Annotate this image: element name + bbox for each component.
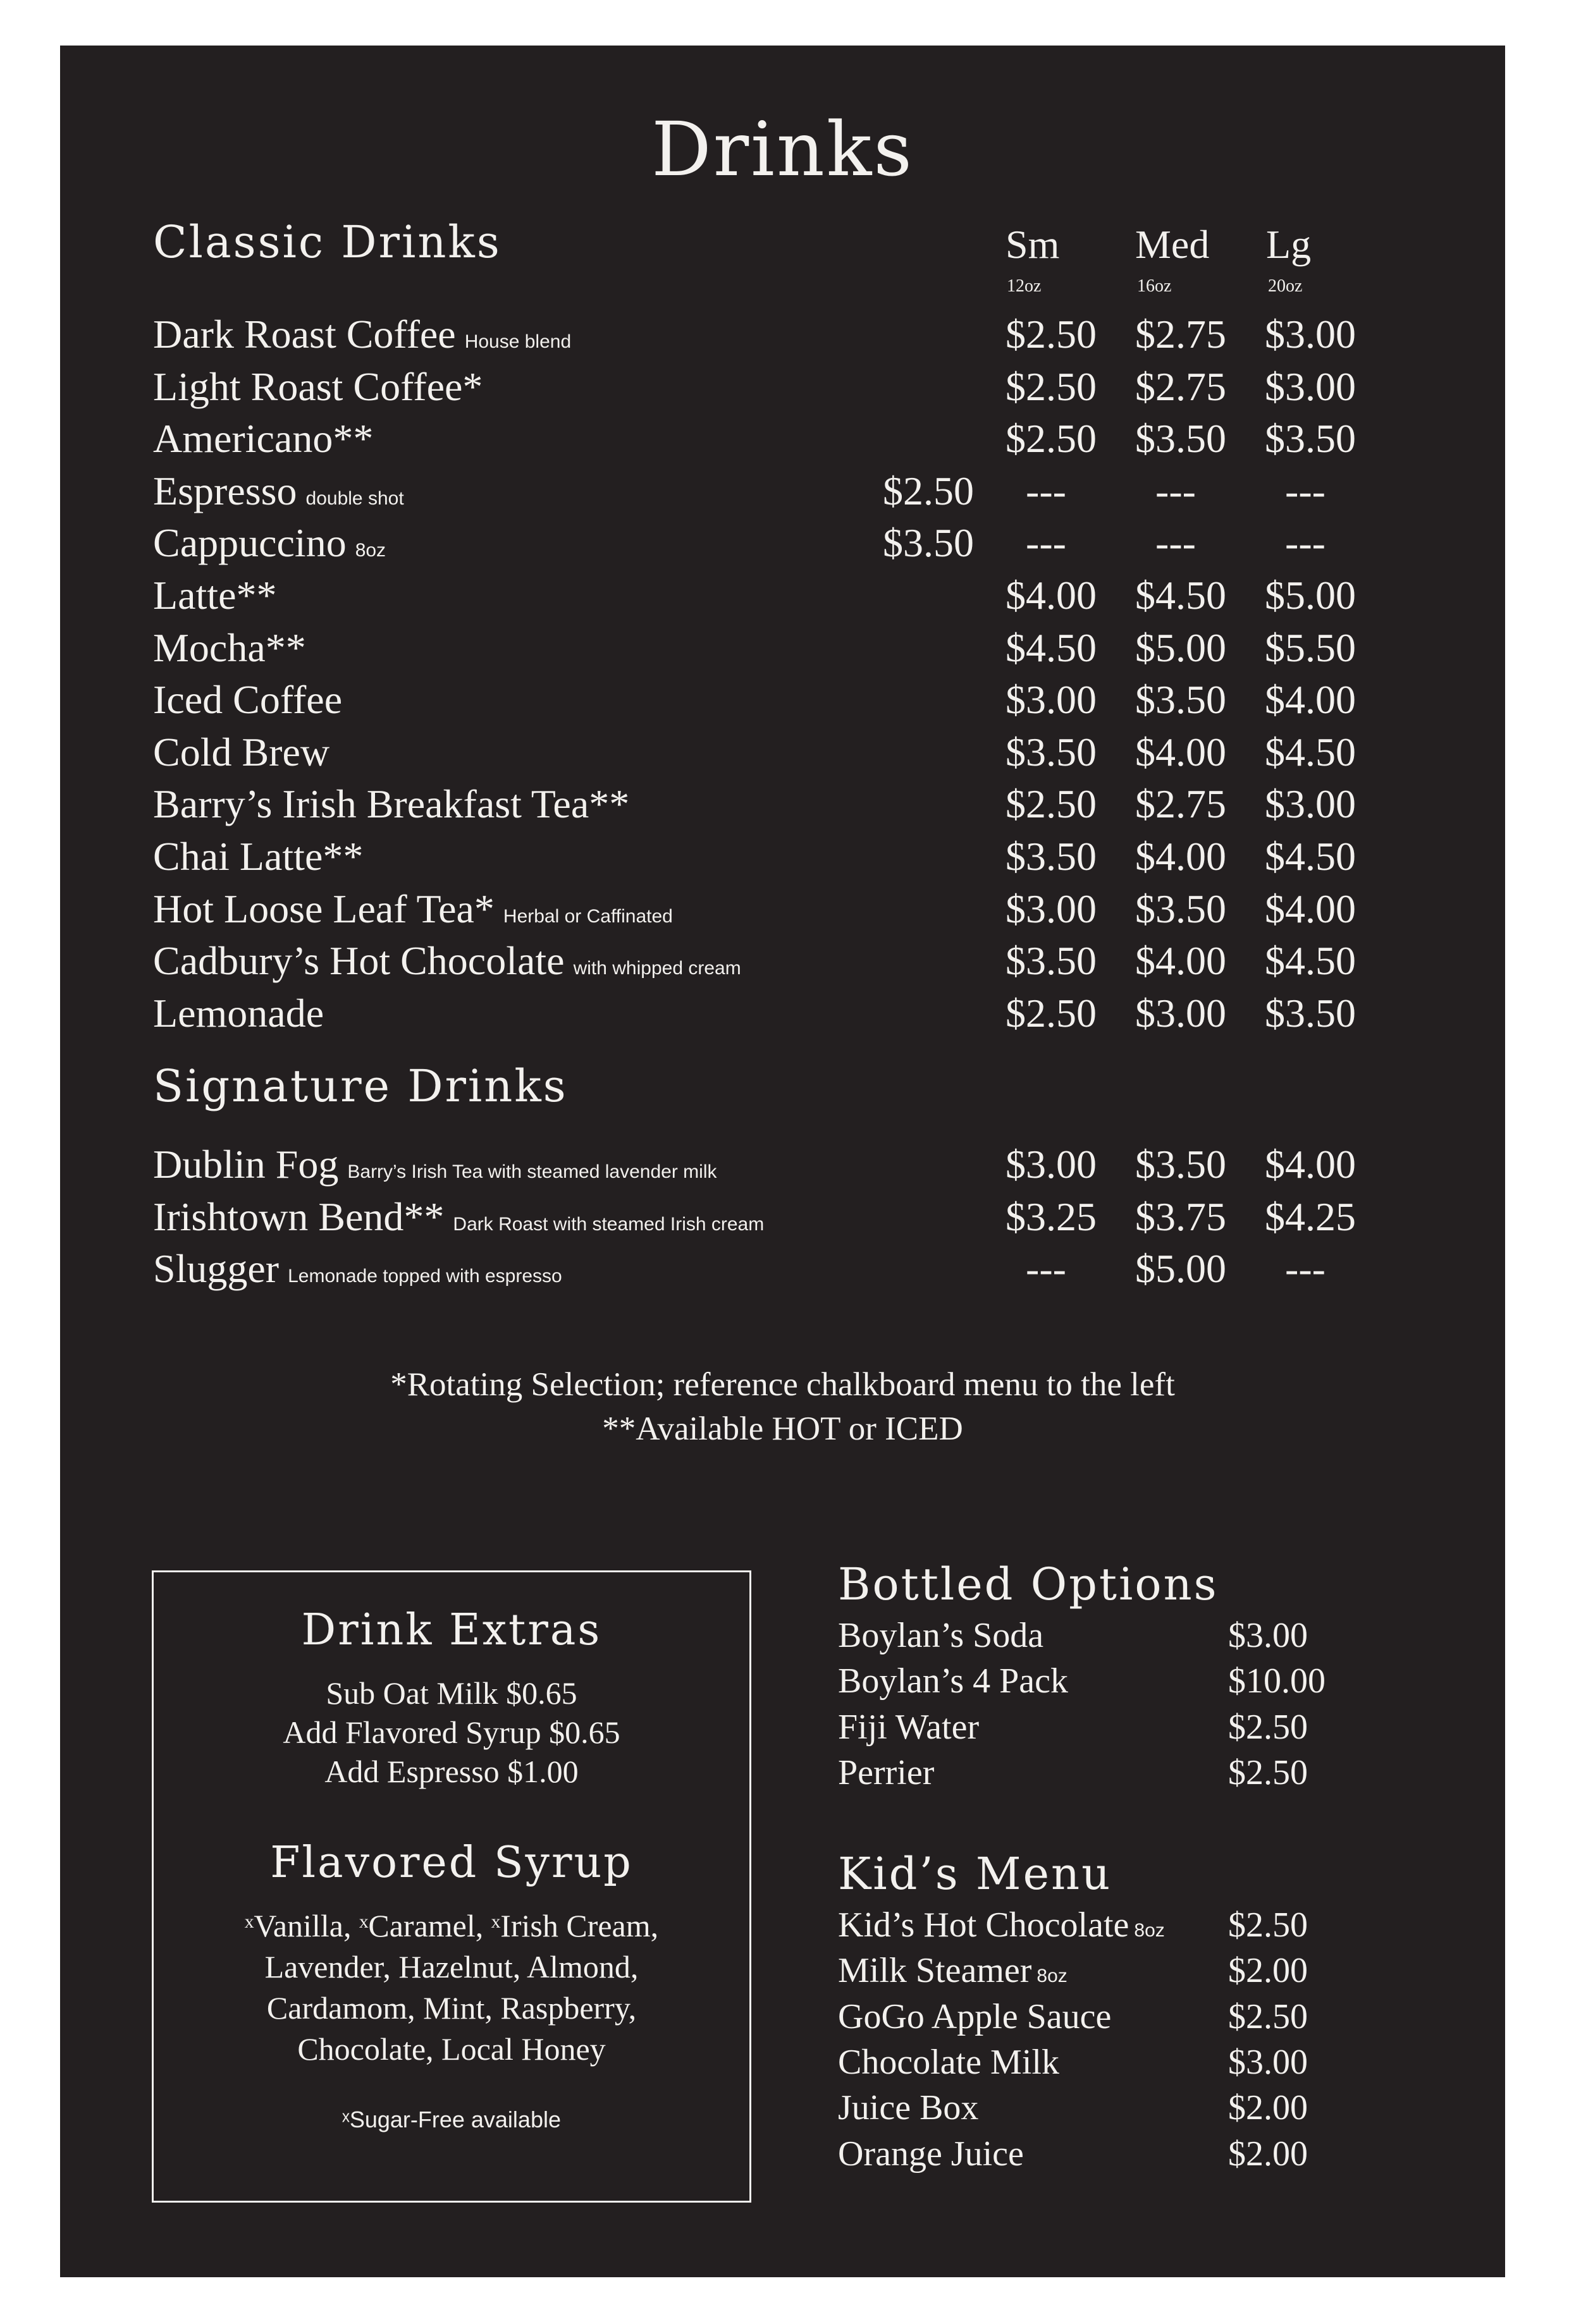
price-sm: $3.50 xyxy=(1006,834,1097,879)
price-med: $3.00 xyxy=(1135,990,1226,1036)
item-price: $2.50 xyxy=(1228,1707,1308,1747)
price-lg: $5.50 xyxy=(1265,625,1356,670)
price-lg: $4.25 xyxy=(1265,1194,1356,1239)
price-sm: $4.00 xyxy=(1006,573,1097,618)
size-med-label: Med xyxy=(1135,222,1210,267)
price-med: $2.75 xyxy=(1135,781,1226,827)
extra-item: Add Espresso $1.00 xyxy=(324,1754,579,1789)
price-med: $4.00 xyxy=(1135,834,1226,879)
item-price: $2.00 xyxy=(1228,2088,1308,2128)
price-med: --- xyxy=(1155,468,1196,513)
drink-row xyxy=(153,833,363,880)
price-sm: --- xyxy=(1026,520,1066,566)
price-sm: $2.50 xyxy=(1006,781,1097,827)
drink-row xyxy=(153,415,373,462)
footnote-rotating: *Rotating Selection; reference chalkboard menu to the left xyxy=(390,1366,1175,1403)
single-price: $3.50 xyxy=(883,520,974,566)
drink-name: Irishtown Bend** xyxy=(153,1194,445,1239)
list-item xyxy=(838,1707,979,1747)
syrup-line: ˣVanilla, ˣCaramel, ˣIrish Cream, xyxy=(244,1908,659,1943)
sugar-free-note: ˣSugar-Free available xyxy=(342,2107,561,2132)
size-lg-label: Lg xyxy=(1266,222,1312,267)
extra-item: Sub Oat Milk $0.65 xyxy=(326,1675,577,1711)
drink-name: Cappuccino xyxy=(153,520,347,566)
price-med: $3.50 xyxy=(1135,677,1226,723)
item-name: Fiji Water xyxy=(838,1707,980,1747)
price-lg: $3.00 xyxy=(1265,312,1356,357)
price-sm: $2.50 xyxy=(1006,990,1097,1036)
item-name: Perrier xyxy=(838,1752,935,1792)
list-item xyxy=(838,2042,1059,2082)
price-med: $3.50 xyxy=(1135,416,1226,462)
list-item xyxy=(838,1997,1111,2037)
drink-name: Latte** xyxy=(153,573,277,618)
drink-row xyxy=(153,625,306,671)
drink-name: Mocha** xyxy=(153,625,306,670)
price-lg: $4.00 xyxy=(1265,677,1356,723)
list-item xyxy=(838,1615,1043,1656)
price-sm: $2.50 xyxy=(1006,364,1097,409)
drink-name: Light Roast Coffee* xyxy=(153,364,483,409)
price-lg: $4.00 xyxy=(1265,886,1356,931)
drink-note: Dark Roast with steamed Irish cream xyxy=(453,1213,765,1235)
price-lg: $3.50 xyxy=(1265,990,1356,1036)
price-lg: $4.50 xyxy=(1265,729,1356,774)
drink-row xyxy=(153,938,741,984)
drink-row xyxy=(153,572,276,619)
price-lg: $3.50 xyxy=(1265,416,1356,462)
drink-name: Slugger xyxy=(153,1246,280,1292)
item-price: $3.00 xyxy=(1228,2042,1308,2082)
drink-name: Americano** xyxy=(153,416,374,462)
classic-heading: Classic Drinks xyxy=(153,216,501,268)
item-name: Juice Box xyxy=(838,2088,979,2128)
list-item xyxy=(838,1905,1165,1945)
price-sm: $3.00 xyxy=(1006,1142,1097,1187)
drink-name: Cadbury’s Hot Chocolate xyxy=(153,938,565,984)
drink-name: Barry’s Irish Breakfast Tea** xyxy=(153,781,630,827)
signature-heading: Signature Drinks xyxy=(153,1060,568,1112)
kids-heading: Kid’s Menu xyxy=(838,1848,1112,1900)
price-lg: --- xyxy=(1285,520,1326,566)
item-price: $3.00 xyxy=(1228,1616,1308,1655)
price-med: $4.00 xyxy=(1135,938,1226,984)
drink-name: Espresso xyxy=(153,468,297,513)
syrup-line: Lavender, Hazelnut, Almond, xyxy=(264,1949,639,1985)
extras-syrup-box xyxy=(152,1570,751,2203)
syrup-line: Cardamom, Mint, Raspberry, xyxy=(266,1990,637,2026)
price-med: $3.50 xyxy=(1135,886,1226,931)
price-sm: $3.00 xyxy=(1006,677,1097,723)
drink-note: 8oz xyxy=(355,540,386,561)
drink-row xyxy=(153,1245,562,1292)
price-lg: $4.50 xyxy=(1265,938,1356,984)
size-sm-label: Sm xyxy=(1006,222,1060,267)
drink-note: Herbal or Caffinated xyxy=(503,905,673,927)
price-lg: --- xyxy=(1285,468,1326,513)
drink-row xyxy=(153,1141,717,1188)
item-name: GoGo Apple Sauce xyxy=(838,1997,1112,2036)
drink-name: Chai Latte** xyxy=(153,834,364,879)
price-med: $2.75 xyxy=(1135,312,1226,357)
price-sm: $2.50 xyxy=(1006,416,1097,462)
price-sm: --- xyxy=(1026,1246,1066,1292)
drink-row xyxy=(153,468,404,515)
list-item xyxy=(838,2134,1024,2174)
price-med: $4.50 xyxy=(1135,573,1226,618)
price-med: $5.00 xyxy=(1135,625,1226,670)
item-price: $2.50 xyxy=(1228,1752,1308,1792)
item-price: $2.50 xyxy=(1228,1997,1308,2036)
size-lg-oz: 20oz xyxy=(1268,276,1303,296)
drink-name: Hot Loose Leaf Tea* xyxy=(153,886,495,931)
drink-row xyxy=(153,1194,764,1240)
drink-name: Dublin Fog xyxy=(153,1142,339,1187)
drink-note: with whipped cream xyxy=(573,958,741,979)
price-med: $3.75 xyxy=(1135,1194,1226,1239)
list-item xyxy=(838,1950,1067,1991)
list-item xyxy=(838,1661,1068,1701)
list-item xyxy=(838,1752,934,1793)
drink-row xyxy=(153,676,342,723)
price-sm: $3.50 xyxy=(1006,938,1097,984)
drink-name: Lemonade xyxy=(153,990,324,1036)
price-med: --- xyxy=(1155,520,1196,566)
drink-name: Cold Brew xyxy=(153,729,330,774)
item-name: Boylan’s 4 Pack xyxy=(838,1661,1068,1701)
item-note: 8oz xyxy=(1037,1966,1067,1987)
item-name: Boylan’s Soda xyxy=(838,1616,1044,1655)
price-lg: $3.00 xyxy=(1265,781,1356,827)
footnote-hot-iced: **Available HOT or ICED xyxy=(602,1410,963,1447)
price-med: $5.00 xyxy=(1135,1246,1226,1292)
price-sm: $3.25 xyxy=(1006,1194,1097,1239)
item-name: Kid’s Hot Chocolate xyxy=(838,1905,1129,1945)
price-sm: $2.50 xyxy=(1006,312,1097,357)
drink-note: Lemonade topped with espresso xyxy=(288,1266,562,1287)
drink-row xyxy=(153,364,483,410)
price-lg: $3.00 xyxy=(1265,364,1356,409)
price-sm: $3.50 xyxy=(1006,729,1097,774)
syrup-line: Chocolate, Local Honey xyxy=(297,2031,606,2067)
price-med: $4.00 xyxy=(1135,729,1226,774)
extra-item: Add Flavored Syrup $0.65 xyxy=(283,1715,620,1750)
drink-note: House blend xyxy=(464,331,572,352)
list-item xyxy=(838,2088,978,2128)
bottled-heading: Bottled Options xyxy=(838,1558,1219,1610)
size-med-oz: 16oz xyxy=(1137,276,1172,296)
drink-row xyxy=(153,729,329,776)
item-price: $2.50 xyxy=(1228,1905,1308,1945)
drink-row xyxy=(153,990,324,1037)
price-med: $2.75 xyxy=(1135,364,1226,409)
single-price: $2.50 xyxy=(883,468,974,513)
item-note: 8oz xyxy=(1134,1920,1165,1941)
price-med: $3.50 xyxy=(1135,1142,1226,1187)
item-price: $10.00 xyxy=(1228,1661,1326,1701)
price-sm: $3.00 xyxy=(1006,886,1097,931)
price-sm: $4.50 xyxy=(1006,625,1097,670)
item-price: $2.00 xyxy=(1228,2134,1308,2174)
drink-row xyxy=(153,886,673,933)
item-name: Chocolate Milk xyxy=(838,2042,1059,2082)
item-price: $2.00 xyxy=(1228,1951,1308,1991)
drink-note: double shot xyxy=(305,487,404,509)
drink-name: Iced Coffee xyxy=(153,677,343,723)
drink-row xyxy=(153,520,386,566)
price-lg: $4.50 xyxy=(1265,834,1356,879)
price-sm: --- xyxy=(1026,468,1066,513)
menu-board xyxy=(60,46,1505,2277)
drink-row xyxy=(153,781,629,828)
menu-title: Drinks xyxy=(651,106,914,193)
price-lg: $5.00 xyxy=(1265,573,1356,618)
drink-row xyxy=(153,311,571,358)
size-sm-oz: 12oz xyxy=(1007,276,1042,296)
syrup-heading: Flavored Syrup xyxy=(270,1838,633,1888)
item-name: Orange Juice xyxy=(838,2134,1024,2174)
drink-note: Barry’s Irish Tea with steamed lavender milk xyxy=(347,1161,717,1182)
extras-heading: Drink Extras xyxy=(301,1605,602,1655)
price-lg: $4.00 xyxy=(1265,1142,1356,1187)
price-lg: --- xyxy=(1285,1246,1326,1292)
drink-name: Dark Roast Coffee xyxy=(153,312,456,357)
item-name: Milk Steamer xyxy=(838,1951,1032,1991)
